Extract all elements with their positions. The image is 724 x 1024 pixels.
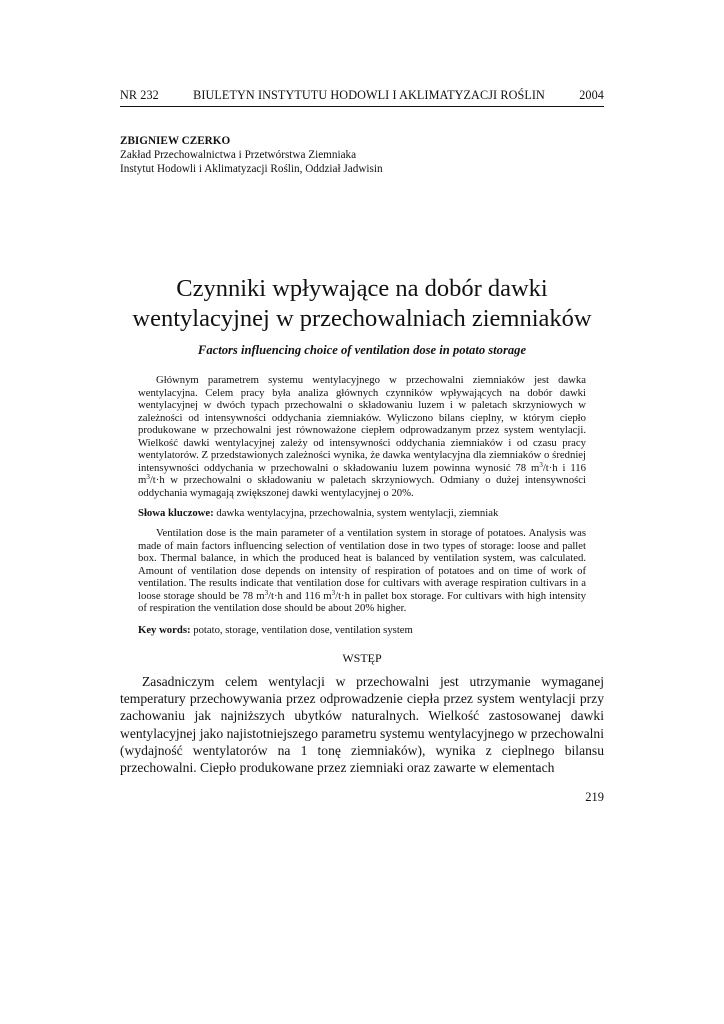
abstract-pl-text-2: /t·h i 116 m (138, 461, 586, 487)
abstract-pl-sup-2: 3 (146, 473, 150, 482)
keywords-english (138, 624, 586, 637)
abstract-english (138, 527, 586, 615)
journal-name: BIULETYN INSTYTUTU HODOWLI I AKLIMATYZACJI ROŚLIN (193, 88, 545, 102)
body-paragraph (120, 673, 604, 776)
paper-title (120, 274, 604, 334)
running-header (120, 88, 604, 103)
issue-number: NR 232 (120, 88, 159, 102)
keywords-pl-label: Słowa kluczowe: (138, 507, 214, 519)
header-divider (120, 106, 604, 107)
author-affiliation-1: Zakład Przechowalnictwa i Przetwórstwa Ziemniaka (120, 149, 357, 161)
abstract-en-text-3: /t·h in pallet box storage. For cultivars with high intensity of respiration the ventilation dose should be about 20% higher. (138, 589, 586, 615)
author-block (120, 134, 604, 176)
abstract-en-text-1: Ventilation dose is the main parameter of a ventilation system in storage of potatoes. Analysis was made of main factors influencing selection of ventilation dose in two types of storage: loose and pallet box. Thermal balance, in which the produced heat is balanced by ventilation system, was calculated. Amount of ventilation dose depends on intensity of respiration of potatoes and on time of work of ventilation. The results indicate that ventilation dose for cultivars with average respiration cultivars in a loose storage should be 78 m (138, 527, 586, 602)
body-text: Zasadniczym celem wentylacji w przechowalni jest utrzymanie wymaganej temperatury przechowywania przez odprowadzenie ciepła przez system wentylacji przy zachowaniu jak najniższych ubytków naturalnych. Wielkość zastosowanej dawki wentylacyjnej jako najistotniejszego parametru systemu wentylacyjnego w przechowalni (wydajność wentylatorów na 1 tonę ziemniaków), wynika z cieplnego bilansu przechowalni. Ciepło produkowane przez ziemniaki oraz zawarte w elementach (120, 674, 604, 776)
keywords-polish (138, 507, 586, 520)
abstract-en-text-2: /t·h and 116 m (268, 589, 332, 602)
page-number: 219 (585, 790, 604, 804)
author-name: ZBIGNIEW CZERKO (120, 135, 231, 147)
abstract-polish (138, 374, 586, 499)
abstract-pl-text-1: Głównym parametrem systemu wentylacyjnego w przechowalni ziemniaków jest dawka wentylacyjna. Celem pracy była analiza głównych czynników wpływających na dobór dawki wentylacyjnej w dwóch typach przechowalni o składowaniu luzem i w paletach skrzyniowych w zależności od intensywności oddychania ziemniaków. Wyliczono bilans cieplny, w którym ciepło produkowane w przechowalni jest równoważone ciepłem odprowadzanym przez system wentylacji. Wielkość dawki wentylacyjnej zależy od intensywności oddychania ziemniaków i od czasu pracy wentylatorów. Z przedstawionych zależności wynika, że dawka wentylacyjna dla ziemniaków o średniej intensywności oddychania w przechowalni o składowaniu luzem powinna wynosić 78 m (138, 374, 586, 474)
abstract-pl-text-3: /t·h w przechowalni o składowaniu w paletach skrzyniowych. Odmiany o dużej intensywności oddychania wymagają zwiększonej dawki wentylacyjnej o 20%. (138, 474, 586, 499)
keywords-pl-text: dawka wentylacyjna, przechowalnia, system wentylacji, ziemniak (216, 507, 499, 519)
abstract-en-sup-2: 3 (331, 588, 336, 597)
english-title: Factors influencing choice of ventilation dose in potato storage (197, 343, 527, 357)
keywords-en-label: Key words: (138, 624, 191, 636)
title-line-2: wentylacyjnej w przechowalniach ziemniaków (132, 305, 592, 332)
abstract-en-sup-1: 3 (264, 588, 269, 597)
publication-year: 2004 (579, 88, 604, 102)
title-line-1: Czynniki wpływające na dobór dawki (176, 275, 548, 302)
author-affiliation-2: Instytut Hodowli i Aklimatyzacji Roślin, Oddział Jadwisin (120, 163, 383, 175)
section-heading: WSTĘP (342, 651, 382, 665)
keywords-en-text: potato, storage, ventilation dose, ventilation system (193, 624, 413, 636)
abstract-pl-sup-1: 3 (539, 460, 543, 469)
